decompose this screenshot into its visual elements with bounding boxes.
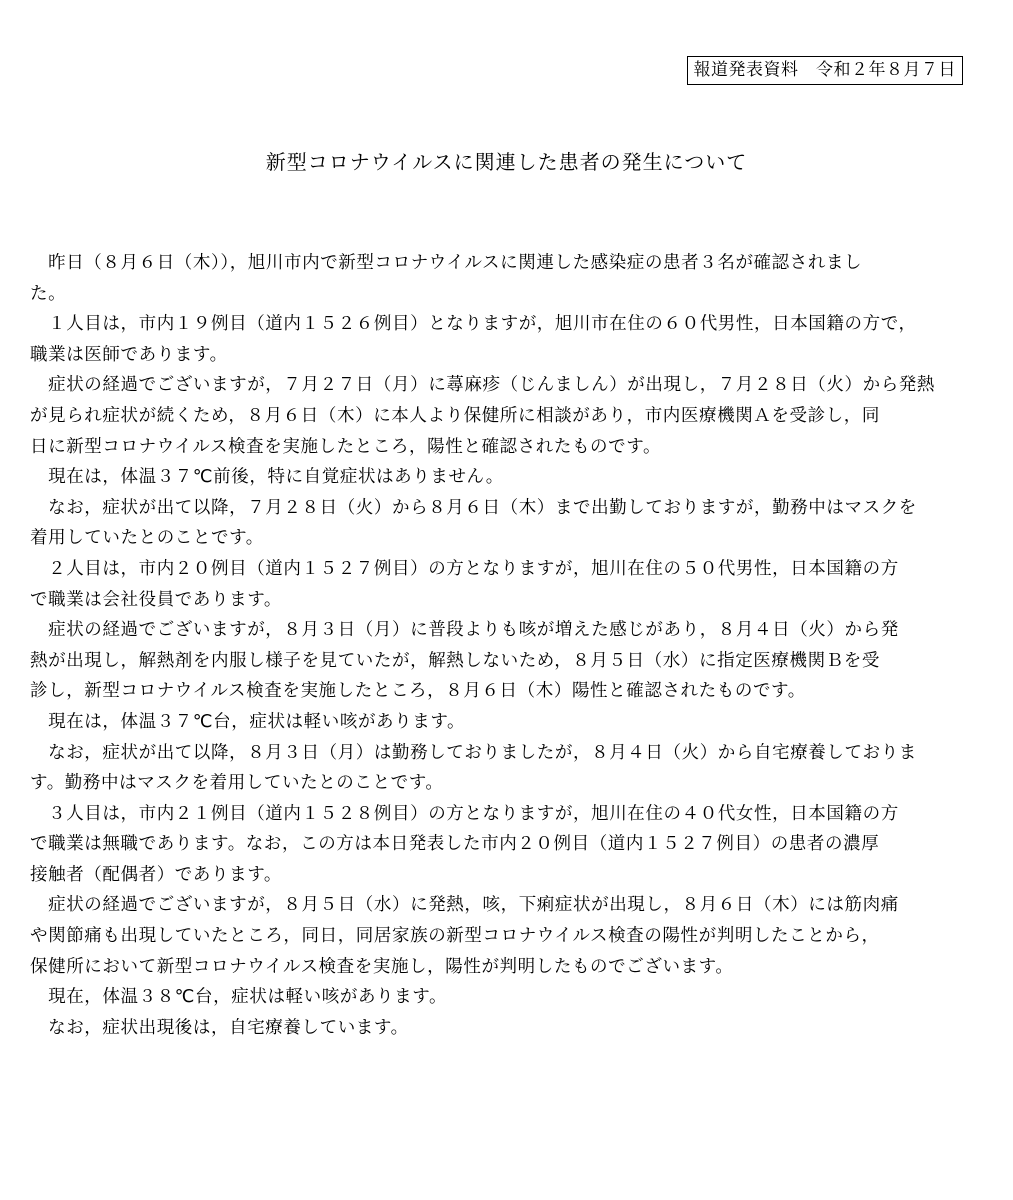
- paragraph-line: 症状の経過でございますが，８月３日（月）に普段よりも咳が増えた感じがあり，８月４日（火）から発: [30, 620, 899, 641]
- paragraph: [30, 554, 980, 615]
- paragraph-line: 職業は医師であります。: [30, 344, 228, 365]
- paragraph: [30, 309, 980, 370]
- paragraph-line: なお，症状が出て以降，７月２８日（火）から８月６日（木）まで出勤しておりますが，勤務中はマスクを: [30, 497, 917, 518]
- paragraph: [30, 370, 980, 462]
- paragraph-line: ２人目は，市内２０例目（道内１５２７例目）の方となりますが，旭川在住の５０代男性，日本国籍の方: [30, 558, 899, 579]
- paragraph: [30, 248, 980, 309]
- paragraph-line: た。: [30, 283, 67, 304]
- paragraph: [30, 493, 980, 554]
- paragraph-line: す。勤務中はマスクを着用していたとのことです。: [30, 773, 444, 794]
- paragraph-line: 保健所において新型コロナウイルス検査を実施し，陽性が判明したものでございます。: [30, 956, 734, 977]
- paragraph: [30, 738, 980, 799]
- paragraph-line: で職業は会社役員であります。: [30, 589, 282, 610]
- paragraph-line: なお，症状が出て以降，８月３日（月）は勤務しておりましたが，８月４日（火）から自宅療養しておりま: [30, 742, 917, 763]
- paragraph: [30, 890, 980, 982]
- paragraph-line: 診し，新型コロナウイルス検査を実施したところ，８月６日（木）陽性と確認されたものです。: [30, 681, 806, 702]
- paragraph-line: 日に新型コロナウイルス検査を実施したところ，陽性と確認されたものです。: [30, 436, 662, 457]
- paragraph-line: 現在は，体温３７℃台，症状は軽い咳があります。: [30, 711, 466, 732]
- paragraph: [30, 799, 980, 891]
- paragraph-line: なお，症状出現後は，自宅療養しています。: [30, 1017, 409, 1038]
- paragraph-line: 症状の経過でございますが，８月５日（水）に発熱，咳，下痢症状が出現し，８月６日（木）には筋肉痛: [30, 895, 899, 916]
- paragraph-line: 接触者（配偶者）であります。: [30, 864, 282, 885]
- document-title: 新型コロナウイルスに関連した患者の発生について: [265, 150, 748, 174]
- paragraph-line: が見られ症状が続くため，８月６日（木）に本人より保健所に相談があり，市内医療機関Ａを受診し，同: [30, 405, 880, 426]
- paragraph: [30, 1013, 980, 1044]
- paragraph-line: 現在は，体温３７℃前後，特に自覚症状はありません。: [30, 467, 504, 488]
- paragraph: [30, 707, 980, 738]
- paragraph-line: ３人目は，市内２１例目（道内１５２８例目）の方となりますが，旭川在住の４０代女性，日本国籍の方: [30, 803, 899, 824]
- paragraph: [30, 462, 980, 493]
- paragraph-line: 着用していたとのことです。: [30, 528, 264, 549]
- paragraph-line: で職業は無職であります。なお，この方は本日発表した市内２０例目（道内１５２７例目）の患者の濃厚: [30, 834, 880, 855]
- paragraph-line: 熱が出現し，解熱剤を内服し様子を見ていたが，解熱しないため，８月５日（水）に指定医療機関Ｂを受: [30, 650, 880, 671]
- paragraph-line: 症状の経過でございますが，７月２７日（月）に蕁麻疹（じんましん）が出現し，７月２８日（火）から発熱: [30, 375, 935, 396]
- paragraph-line: 昨日（８月６日（木）），旭川市内で新型コロナウイルスに関連した感染症の患者３名が確認されまし: [30, 253, 863, 273]
- document-body: [30, 248, 980, 1043]
- paragraph-line: 現在，体温３８℃台，症状は軽い咳があります。: [30, 987, 448, 1008]
- paragraph: [30, 615, 980, 707]
- release-date-box: 報道発表資料 令和２年８月７日: [687, 56, 964, 85]
- paragraph-line: や関節痛も出現していたところ，同日，同居家族の新型コロナウイルス検査の陽性が判明したことから，: [30, 926, 880, 947]
- paragraph-line: １人目は，市内１９例目（道内１５２６例目）となりますが，旭川市在住の６０代男性，日本国籍の方で，: [30, 314, 917, 335]
- paragraph: [30, 982, 980, 1013]
